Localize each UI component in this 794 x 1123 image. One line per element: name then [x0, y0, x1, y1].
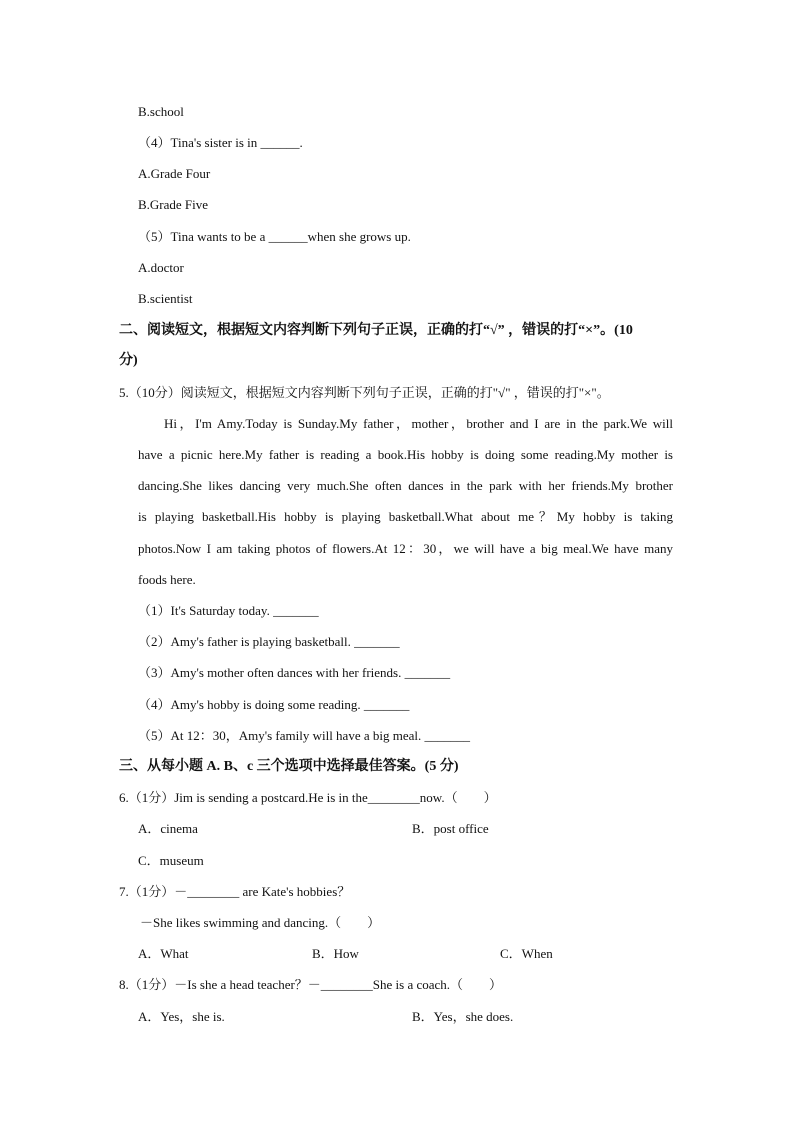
choice-b: B．Yes，she does. [412, 1009, 514, 1024]
option-line: A.doctor [138, 260, 184, 275]
choice-c: C．When [500, 946, 553, 961]
section-heading: 二、阅读短文，根据短文内容判断下列句子正误，正确的打“√” ，错误的打“×”。(10 [119, 323, 633, 338]
passage-line: have a picnic here.My father is reading a book.His hobby is doing some reading.My mother is [138, 447, 673, 462]
passage-line: photos.Now I am taking photos of flowers.At 12：30，we will have a big meal.We have many [138, 541, 673, 556]
judgment-item: （2）Amy's father is playing basketball. _______ [138, 634, 400, 649]
judgment-item: （1）It's Saturday today. _______ [138, 603, 319, 618]
question-line: （4）Tina's sister is in ______. [138, 135, 303, 150]
choice-a: A．What [138, 946, 189, 961]
choice-c: C．museum [138, 853, 204, 868]
judgment-item: （4）Amy's hobby is doing some reading. _______ [138, 697, 410, 712]
section-heading: 三、从每小题 A. B、c 三个选项中选择最佳答案。(5 分) [119, 759, 459, 774]
section-heading-continued: 分) [119, 353, 138, 368]
question-stem: 5.（10分）阅读短文，根据短文内容判断下列句子正误，正确的打"√" ，错误的打"×"。 [119, 385, 610, 400]
choice-b: B．post office [412, 821, 489, 836]
passage-line: is playing basketball.His hobby is playing basketball.What about me？My hobby is taking [138, 509, 673, 524]
choice-b: B．How [312, 946, 359, 961]
judgment-item: （3）Amy's mother often dances with her friends. _______ [138, 665, 451, 680]
question-stem: 7.（1分）－________ are Kate's hobbies？ [119, 884, 351, 899]
question-stem-continued: －She likes swimming and dancing.（ ） [140, 915, 381, 930]
passage-line: foods here. [138, 572, 196, 587]
passage-line: Hi，I'm Amy.Today is Sunday.My father，mother，brother and I are in the park.We will [164, 416, 673, 431]
question-stem: 6.（1分）Jim is sending a postcard.He is in the________now.（ ） [119, 790, 497, 805]
question-line: （5）Tina wants to be a ______when she grows up. [138, 229, 411, 244]
option-line: A.Grade Four [138, 166, 211, 181]
option-line: B.scientist [138, 291, 193, 306]
judgment-item: （5）At 12：30，Amy's family will have a big meal. _______ [138, 728, 470, 743]
passage-line: dancing.She likes dancing very much.She often dances in the park with her friends.My brother [138, 478, 673, 493]
choice-a: A．Yes，she is. [138, 1009, 225, 1024]
choice-a: A．cinema [138, 821, 198, 836]
option-line: B.school [138, 104, 184, 119]
option-line: B.Grade Five [138, 197, 209, 212]
question-stem: 8.（1分）－Is she a head teacher？－________She is a coach.（ ） [119, 977, 503, 992]
